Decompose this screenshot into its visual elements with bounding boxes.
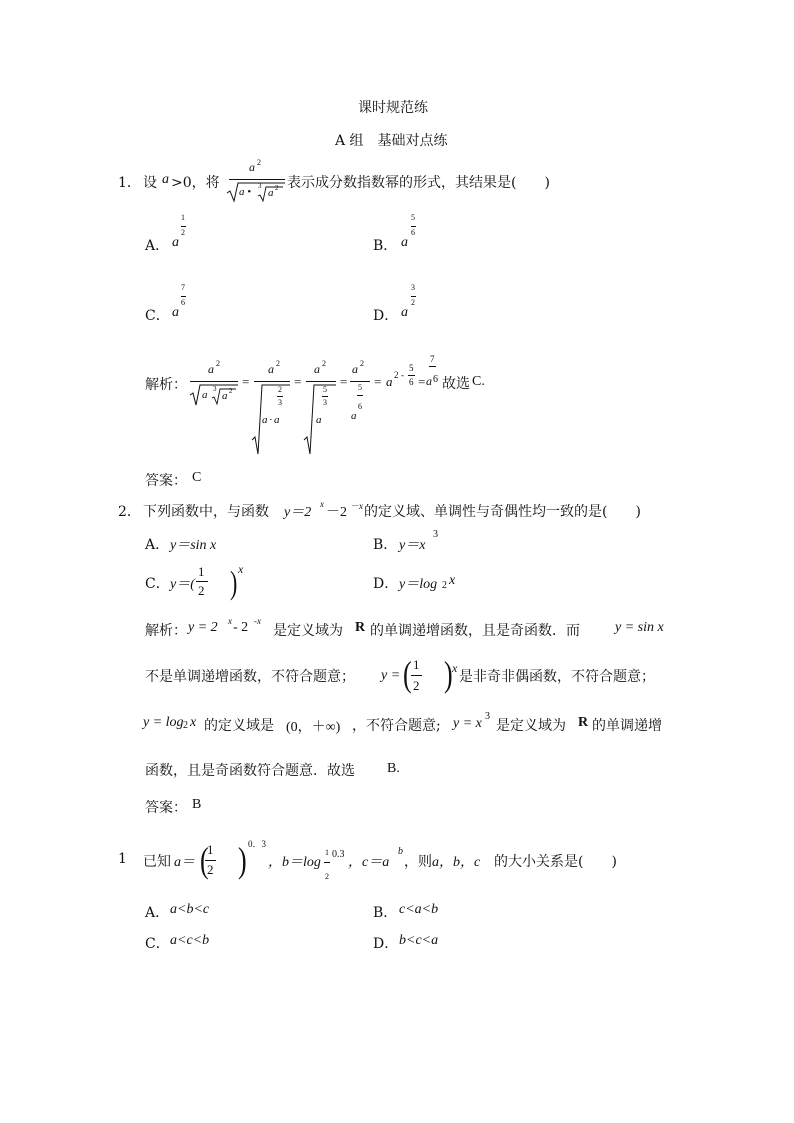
page-title: 课时规范练	[358, 100, 428, 116]
q2-an-l3-t4: 的单调递增	[592, 718, 662, 734]
q1-an-f2-den-b: a	[274, 414, 280, 426]
q3-b-eq: ，b＝log	[268, 855, 321, 870]
q2-an-l2-t2: 是非奇非偶函数，不符合题意；	[459, 669, 655, 685]
q2-answer: B	[192, 797, 202, 812]
q1-frac-num-exp: 2	[257, 158, 261, 167]
q1-an-f1-den-b: a	[222, 390, 228, 402]
q1-an-f4-exp-bar	[357, 395, 363, 396]
q2-an-l3-t2: ，不符合题意;	[352, 718, 441, 734]
q1-an-conclusion: 故选	[442, 376, 470, 392]
q3-option-a-label: A．	[145, 905, 170, 921]
q2-option-c-y: y＝(	[170, 577, 195, 592]
q3-c-eq: ，c＝a	[348, 855, 390, 870]
q2-an-l1-func: y = 2	[188, 620, 218, 635]
q3-frac-bar	[205, 860, 216, 861]
q1-option-c-exp-den: 6	[181, 298, 185, 307]
q1-an-f2-exp-bar	[277, 396, 283, 397]
q2-option-b: y＝x	[399, 538, 426, 553]
q2-number: 2．	[118, 504, 141, 520]
q1-option-b-base: a	[401, 235, 408, 250]
q1-option-c-label: C．	[145, 308, 170, 324]
q2-an-l1-minus: - 2	[233, 620, 249, 635]
q1-an-f2-exp-den: 3	[278, 398, 282, 407]
q2-answer-label: 答案：	[145, 800, 187, 816]
q1-root-index: 3	[258, 182, 262, 190]
q1-an-f3-num-exp: 2	[322, 359, 326, 368]
q1-option-d-exp-den: 2	[411, 298, 415, 307]
q2-analysis-label: 解析：	[145, 623, 187, 639]
q3-frac-num: 1	[207, 842, 214, 857]
q3-option-c: a<c<b	[170, 933, 210, 948]
q1-answer: C	[192, 470, 202, 485]
q1-option-a-base: a	[172, 235, 179, 250]
q2-an-l3-interval: (0，＋∞)	[286, 720, 341, 735]
q3-stem-b: ，则	[404, 854, 432, 870]
q2-option-d-x: x	[449, 573, 456, 588]
q2-an-l1-sin: y = sin x	[615, 620, 664, 635]
q1-root-base: a	[268, 187, 274, 199]
q1-an-f1-den-a: a	[202, 389, 208, 401]
q1-answer-label: 答案：	[145, 473, 187, 489]
q3-stem-c: 的大小关系是( )	[494, 854, 617, 870]
q1-option-b-exp-bar	[411, 226, 416, 227]
q2-option-b-exp: 3	[433, 529, 438, 540]
q1-an-f2-exp-num: 2	[278, 385, 282, 394]
q1-option-a-exp-num: 1	[181, 213, 185, 222]
q3-exp: 0．3	[248, 839, 267, 849]
q3-option-d: b<c<a	[399, 933, 439, 948]
section-subtitle: A 组 基础对点练	[335, 133, 448, 149]
q2-an-l3-exp: 3	[485, 711, 490, 722]
q1-option-a-exp-bar	[181, 226, 186, 227]
q3-c-exp: b	[398, 846, 403, 857]
q1-an-res-exp-den: 6	[433, 374, 438, 385]
q2-func: y＝2	[284, 505, 312, 520]
q1-an-f2-num: a	[268, 362, 274, 376]
q2-option-c-bar	[196, 581, 208, 582]
q2-func-minus: －2	[326, 505, 347, 520]
q3-frac-den: 2	[207, 862, 214, 877]
q1-option-a-exp-den: 2	[181, 228, 185, 237]
q1-option-b-exp-den: 6	[411, 228, 415, 237]
q1-an-a-exp-2: 2	[394, 370, 399, 380]
q1-an-eq2: =	[294, 374, 302, 389]
q3-option-c-label: C．	[145, 936, 170, 952]
q1-an-eq1: =	[242, 374, 250, 389]
q3-option-d-label: D．	[373, 936, 399, 952]
q1-option-d-exp-num: 3	[411, 283, 415, 292]
q1-frac-num: a	[249, 160, 255, 174]
q1-an-eq5: =	[418, 374, 426, 389]
q3-log-base-den: 2	[325, 872, 329, 881]
q1-an-a: a	[386, 374, 393, 389]
q1-number: 1．	[118, 175, 141, 191]
q1-an-f1-num-exp: 2	[216, 359, 220, 368]
q1-an-eq4: =	[374, 374, 382, 389]
q1-an-eq3: =	[340, 374, 348, 389]
q1-option-c-exp-bar	[181, 296, 186, 297]
q2-an-l3-log: y = log	[143, 715, 184, 730]
q3-stem-a: 已知	[143, 854, 171, 870]
q1-an-res-a: a	[426, 374, 432, 388]
q2-option-c-den: 2	[198, 583, 205, 598]
q1-option-d-base: a	[401, 305, 408, 320]
q1-an-f4-bar	[350, 381, 370, 382]
q2-an-l3-sub: 2	[183, 720, 188, 731]
q2-option-d-sub: 2	[442, 580, 447, 591]
q3-a-eq: a＝	[174, 855, 195, 870]
q1-an-f1-den-b-exp: 2	[229, 387, 233, 395]
q1-an-f4-num: a	[352, 362, 358, 376]
q1-var-a: a	[162, 172, 169, 187]
q1-an-choice: C.	[472, 374, 485, 389]
q3-vars: a，b，c	[432, 855, 481, 870]
q2-an-l2-num: 1	[413, 657, 420, 672]
q2-an-l2-t1: 不是单调递增函数，不符合题意；	[145, 669, 355, 685]
q1-an-f3-exp-bar	[322, 396, 328, 397]
q1-an-a-exp-num: 5	[409, 363, 414, 373]
q1-frac-den: a •	[239, 186, 252, 198]
q2-an-l2-close: )	[444, 654, 453, 695]
q1-an-a-exp-minus: -	[401, 370, 404, 380]
q1-an-f4-exp-num: 5	[358, 383, 362, 392]
q1-root-exp: 2	[275, 184, 279, 192]
q2-an-l1-R: R	[355, 620, 366, 635]
q2-an-l4-t1: 函数，且是奇函数符合题意．故选	[145, 763, 355, 779]
q2-stem-b: 的定义域、单调性与奇偶性均一致的是( )	[364, 504, 641, 520]
q1-an-res-exp-bar	[429, 366, 436, 367]
q1-an-f3-exp-num: 5	[323, 385, 327, 394]
q2-an-l2-y: y =	[381, 668, 401, 683]
q1-an-f4-den: a	[351, 410, 357, 422]
q2-option-a-label: A．	[145, 537, 170, 553]
q1-an-f3-den: a	[316, 414, 322, 426]
q1-an-f1-num: a	[208, 362, 214, 376]
q3-open-paren: (	[200, 840, 209, 881]
q1-an-f2-num-exp: 2	[276, 359, 280, 368]
q1-an-f1-root-index: 3	[213, 385, 217, 393]
q2-an-l2-open: (	[403, 654, 412, 695]
q3-log-base-bar	[324, 862, 330, 863]
q3-option-b-label: B．	[373, 905, 398, 921]
q2-an-l1-t2: 的单调递增函数，且是奇函数．而	[370, 623, 580, 639]
q2-an-l3-t3: 是定义域为	[496, 718, 566, 734]
q2-an-l1-negx: -x	[254, 616, 261, 626]
q1-an-res-exp-num: 7	[430, 354, 435, 364]
q1-an-f3-exp-den: 3	[323, 398, 327, 407]
q2-an-l3-x: x	[190, 715, 197, 730]
q1-option-c-base: a	[172, 305, 179, 320]
q1-option-c-exp-num: 7	[181, 283, 185, 292]
q1-option-b-label: B．	[373, 238, 398, 254]
q2-an-l2-den: 2	[413, 678, 420, 693]
q3-number: 1	[118, 851, 127, 867]
q2-an-l1-t1: 是定义域为	[273, 623, 343, 639]
q2-an-l4-choice: B.	[387, 761, 400, 776]
q1-option-a-label: A．	[145, 238, 170, 254]
q1-gt0: >0，将	[171, 175, 220, 191]
q1-analysis-formula	[188, 354, 498, 457]
q3-option-a: a<b<c	[170, 902, 210, 917]
q1-fraction	[225, 160, 287, 206]
q2-func-exp-x: x	[320, 499, 324, 509]
q2-an-l2-bar	[411, 675, 422, 676]
q1-an-f3-num: a	[314, 362, 320, 376]
q3-log-arg: 0.3	[332, 849, 345, 860]
q1-an-f4-exp-den: 6	[358, 402, 362, 411]
q2-option-c-label: C．	[145, 576, 170, 592]
q2-option-c-close: )	[230, 563, 238, 601]
q1-option-b-exp-num: 5	[411, 213, 415, 222]
q2-option-d: y＝log	[399, 577, 438, 592]
q1-stem-a: 设	[143, 175, 157, 191]
q2-an-l3-y3: y = x	[453, 716, 482, 731]
q1-option-d-exp-bar	[411, 296, 416, 297]
q1-an-a-exp-den: 6	[409, 377, 414, 387]
q1-an-a-exp-bar	[408, 375, 415, 376]
q2-stem-a: 下列函数中，与函数	[143, 504, 269, 520]
q3-log-base-num: 1	[325, 848, 329, 857]
q2-an-l1-x: x	[228, 616, 232, 626]
q1-an-f4-num-exp: 2	[360, 359, 364, 368]
q2-an-l2-x: x	[452, 661, 458, 675]
q3-close-paren: )	[238, 840, 247, 881]
q1-analysis-label: 解析：	[145, 377, 187, 393]
q1-stem-b: 表示成分数指数幂的形式，其结果是( )	[287, 175, 550, 191]
q1-option-d-label: D．	[373, 308, 399, 324]
q3-option-b: c<a<b	[399, 902, 439, 917]
q2-option-c-num: 1	[198, 564, 205, 579]
q2-option-b-label: B．	[373, 537, 398, 553]
q2-an-l3-t1: 的定义域是	[204, 718, 274, 734]
q2-option-d-label: D．	[373, 576, 399, 592]
q2-option-c-exp: x	[238, 562, 244, 576]
q2-option-a: y＝sin x	[170, 538, 217, 553]
q1-an-f2-den-a: a	[262, 414, 268, 426]
q1-an-f2-dot: ·	[269, 414, 273, 426]
q2-func-exp-negx: －x	[350, 501, 363, 511]
q2-an-l3-R: R	[578, 715, 589, 730]
